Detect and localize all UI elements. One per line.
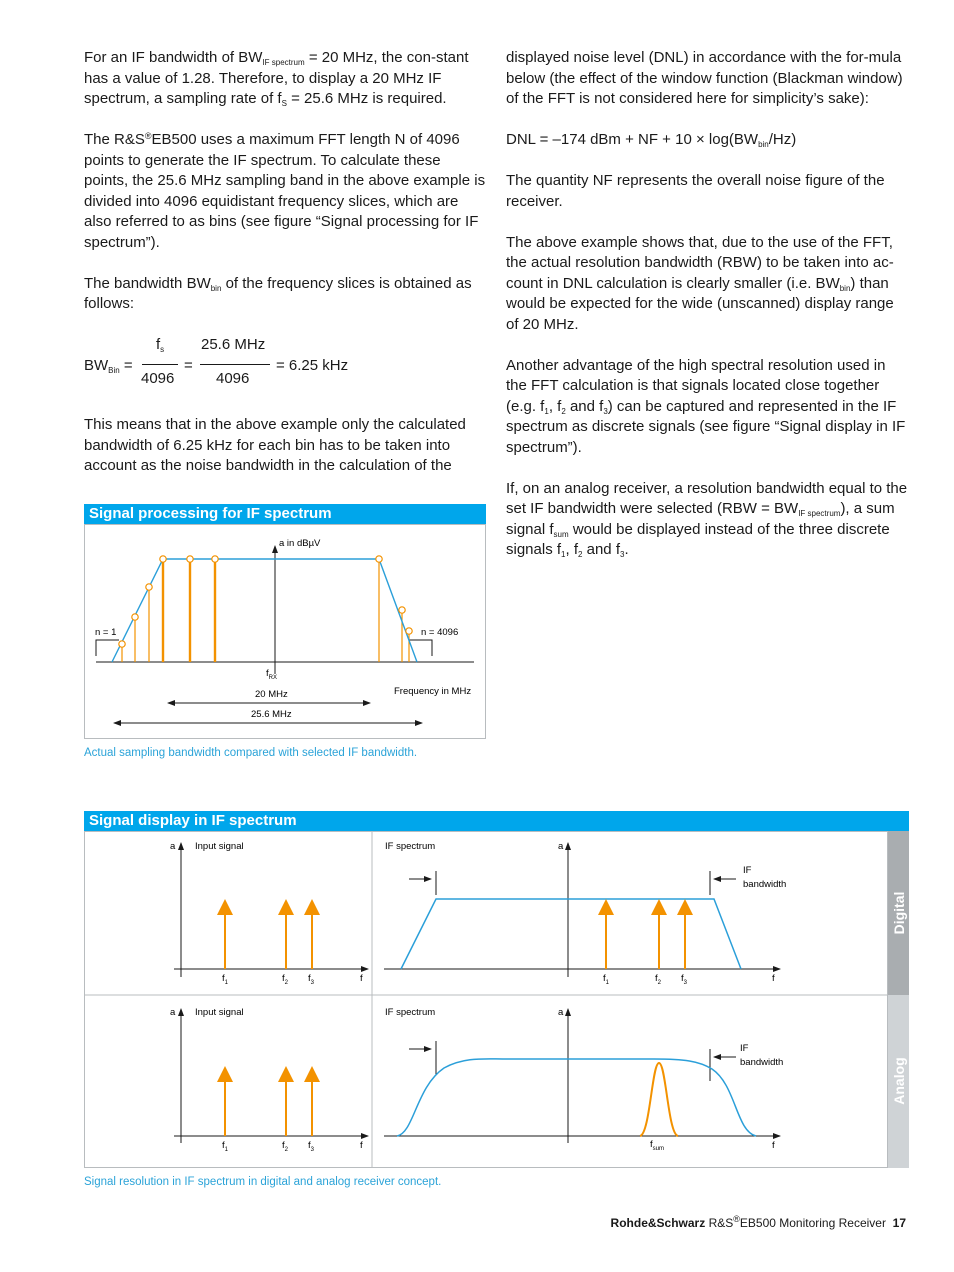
svg-text:IF spectrum: IF spectrum [385,1007,436,1018]
svg-text:a: a [170,1007,176,1018]
figure-1-diagram [84,524,486,739]
paragraph: For an IF bandwidth of $BW_{IF spectrum} = 20$ MHz, the con-stant has a value of 1.28. Therefore, to display a 20 MHz IF spectrum, a sampling rate of $f_S = 25.6$ MHz is required. [84,49,469,108]
left-column [84,48,486,497]
svg-text:f3: $f_3$ [681,973,687,986]
svg-text:bandwidth: bandwidth [743,879,787,890]
n-left-label: n = 1 [95,627,117,638]
analog-label: Analog [891,1057,907,1105]
svg-text:f2: $f_2$ [655,973,661,986]
paragraph: If, on an analog receiver, a resolution bandwidth equal to the set IF bandwidth were selected $(RBW = BW_{IF spectrum})$, a sum signal $f_{sum}$ would be displayed instead of the three discrete signals $f_1$, $f_2$ and $f_3$. [506,479,908,559]
svg-text:f1: $f_1$ [222,1140,228,1153]
svg-text:Input signal: Input signal [195,841,244,852]
svg-text:a: a [558,1007,564,1018]
figure-2-diagram [84,831,909,1169]
figure-2-title: Signal display in IF spectrum [84,811,909,831]
paragraph: Another advantage of the high spectral resolution used in the FFT calculation is that signals located close together (e.g. $f_1$, $f_2$ and $f_3$) can be captured and represented in the IF spectrum as discrete signals (see figure “Signal display in IF spectrum”). [506,356,906,456]
figure-2-caption: Signal resolution in IF spectrum in digital and analog receiver concept. [84,1176,442,1188]
svg-text:f2: $f_2$ [282,973,288,986]
paragraph: The bandwidth $BW_{bin}$ of the frequency slices is obtained as follows: [84,274,472,312]
svg-text:fsum: $f_{sum}$ [650,1139,664,1152]
svg-text:f: f [360,973,363,984]
svg-text:f1: $f_1$ [222,973,228,986]
svg-text:f3: $f_3$ [308,973,314,986]
svg-text:f1: $f_1$ [603,973,609,986]
bandwidth-formula: $BW_{Bin}$ = $f_s$ 4096 = 25.6 MHz 4096 = 6.25 kHz [84,336,349,387]
svg-text:f2: $f_2$ [282,1140,288,1153]
paragraph: The R&S®EB500 uses a maximum FFT length N of 4096 points to generate the IF spectrum. To calculate these points, the 25.6 MHz sampling band in the above example is divided into 4096 equidistant frequency slices, which are also referred to as bins (see figure “Signal processing for IF spectrum”). [84,131,486,251]
y-axis-label: a in dBµV [279,538,321,549]
svg-text:f: f [772,1140,775,1151]
figure-1-title: Signal processing for IF spectrum [84,504,486,524]
svg-text:IF: IF [743,865,752,876]
bw-20mhz-label: 20 MHz [255,689,288,700]
svg-text:a: a [170,841,176,852]
paragraph: displayed noise level (DNL) in accordance with the for-mula below (the effect of the window function (Blackman window) of the FFT is not considered here for simplicity’s sake): [506,49,903,107]
frequency-label: Frequency in MHz [394,686,472,697]
svg-text:a: a [558,841,564,852]
figure-1-caption: Actual sampling bandwidth compared with selected IF bandwidth. [84,747,418,759]
svg-text:IF: IF [740,1043,749,1054]
right-column [506,48,908,581]
svg-text:f3: $f_3$ [308,1140,314,1153]
svg-text:IF spectrum: IF spectrum [385,841,436,852]
digital-label: Digital [891,891,907,935]
svg-text:Input signal: Input signal [195,1007,244,1018]
paragraph: This means that in the above example only the calculated bandwidth of 6.25 kHz for each bin has to be taken into account as the noise bandwidth in the calculation of the [84,416,466,474]
dnl-formula: DNL = –174 dBm + NF + $10 \times \log(BW_{bin}/Hz)$ [506,131,797,149]
paragraph: The quantity NF represents the overall noise figure of the receiver. [506,172,885,210]
page-number: 17 [892,1216,906,1230]
bw-25mhz-label: 25.6 MHz [251,709,292,720]
svg-text:bandwidth: bandwidth [740,1057,784,1068]
paragraph: The above example shows that, due to the use of the FFT, the actual resolution bandwidth (RBW) to be taken into ac-count in DNL calculation is clearly smaller (i.e. $BW_{bin}$) than would be expected for the wide (unscanned) display range of 20 MHz. [506,233,894,333]
f-rx-label: $f_{RX}$ [266,668,277,681]
n-right-label: n = 4096 [421,627,459,638]
svg-text:f: f [772,973,775,984]
svg-text:f: f [360,1140,363,1151]
page-footer: Rohde&Schwarz R&S®EB500 Monitoring Receiver 17 [610,1214,906,1230]
